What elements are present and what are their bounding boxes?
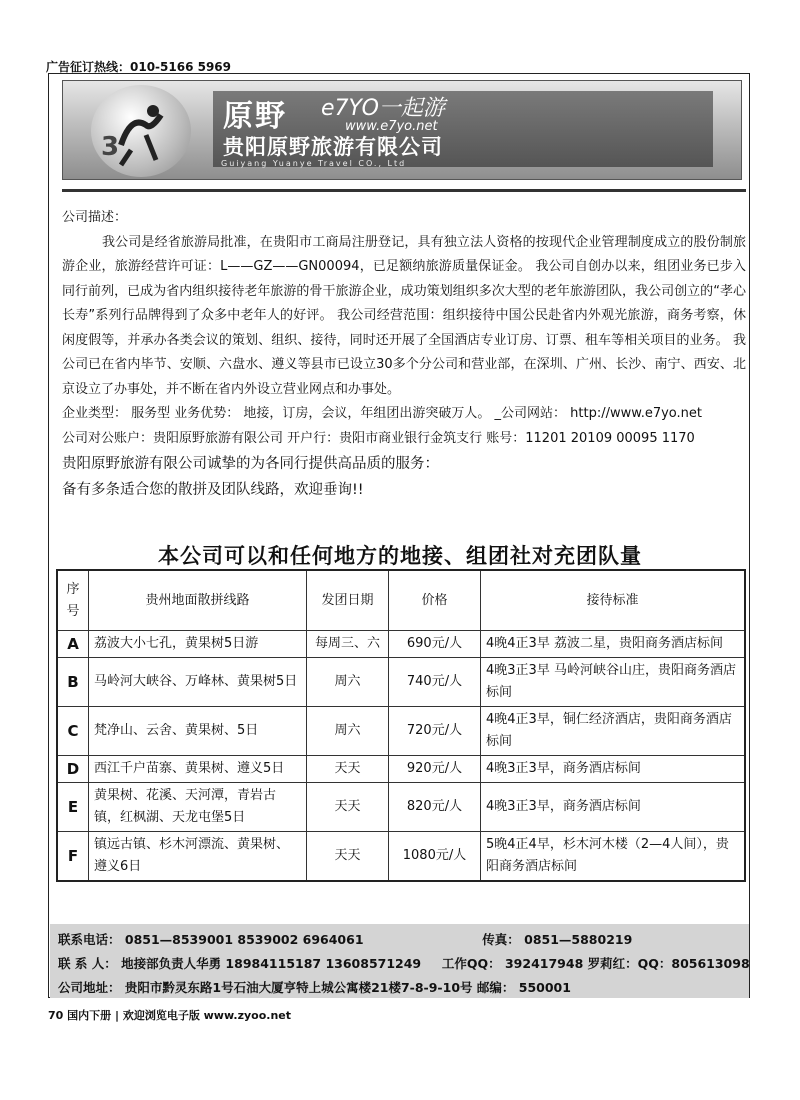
route-code: E [57,783,89,832]
route-standard: 4晚3正3早，商务酒店标间 [481,756,746,783]
brand-url[interactable]: www.e7yo.net [345,119,438,134]
table-row [57,783,745,832]
page-footer: 70 国内下册 | 欢迎浏览电子版 www.zyoo.net [48,1009,292,1022]
route-price: 920元/人 [389,756,481,783]
header-route: 贵州地面散拼线路 [89,570,307,631]
route-price: 820元/人 [389,783,481,832]
route-price: 1080元/人 [389,832,481,882]
route-standard: 5晚4正4早，杉木河木楼（2—4人间），贵阳商务酒店标间 [481,832,746,882]
contact-footer [50,924,749,998]
fax-label: 传真： [482,932,520,947]
address-value: 贵阳市黔灵东路1号石油大厦亨特上城公寓楼21楼7-8-9-10号 [124,980,473,995]
route-name: 镇远古镇、杉木河漂流、黄果树、遵义6日 [89,832,307,882]
route-code: A [57,631,89,658]
brand-name-cn: 原野 [223,99,287,134]
table-row [57,707,745,756]
fax-value: 0851—5880219 [524,932,633,947]
zip-value: 550001 [518,980,571,995]
description-title: 公司描述： [62,210,128,225]
route-date: 周六 [307,707,389,756]
route-price: 740元/人 [389,658,481,707]
route-code: B [57,658,89,707]
headline: 本公司可以和任何地方的地接、组团社对充团队量 [158,544,642,568]
route-standard: 4晚3正3早，商务酒店标间 [481,783,746,832]
person-value: 地接部负责人华勇 18984115187 13608571249 [121,956,422,971]
contact-address-line [58,976,741,1000]
route-price: 720元/人 [389,707,481,756]
divider-rule [62,189,746,192]
route-code: C [57,707,89,756]
address-label: 公司地址： [58,980,121,995]
person-label: 联 系 人： [58,956,117,971]
qq-label: 工作QQ： [441,956,501,971]
company-info-1: 企业类型： 服务型 业务优势： 地接，订房，会议，年组团出游突破万人。 _公司网站： http://www.e7yo.net [62,406,702,421]
table-row [57,658,745,707]
route-code: F [57,832,89,882]
header-standard: 接待标准 [481,570,746,631]
phone-value: 0851—8539001 8539002 6964061 [124,932,364,947]
route-code: D [57,756,89,783]
company-description [62,206,746,503]
route-name: 荔波大小七孔，黄果树5日游 [89,631,307,658]
brand-name-en: e7YO一起游 [321,96,445,121]
table-row [57,631,745,658]
company-pinyin: Guiyang Yuanye Travel CO., Ltd [221,159,407,168]
route-date: 天天 [307,756,389,783]
route-standard: 4晚4正3早，铜仁经济酒店，贵阳商务酒店标间 [481,707,746,756]
table-header-row [57,570,745,631]
table-row [57,832,745,882]
route-date: 天天 [307,783,389,832]
route-standard: 4晚3正3早 马岭河峡谷山庄，贵阳商务酒店标间 [481,658,746,707]
route-name: 梵净山、云舍、黄果树、5日 [89,707,307,756]
route-name: 西江千户苗寨、黄果树、遵义5日 [89,756,307,783]
route-price: 690元/人 [389,631,481,658]
route-name: 黄果树、花溪、天河潭，青岩古镇，红枫湖、天龙屯堡5日 [89,783,307,832]
company-info-2: 公司对公账户：贵阳原野旅游有限公司 开户行：贵阳市商业银行金筑支行 账号：11201 20109 00095 1170 [62,430,695,446]
route-date: 每周三、六 [307,631,389,658]
header-no: 序号 [57,570,89,631]
contact-person-line [58,952,750,976]
svg-text:3: 3 [101,132,120,162]
contact-phone-line [58,928,741,952]
route-date: 周六 [307,658,389,707]
route-standard: 4晚4正3早 荔波二星，贵阳商务酒店标间 [481,631,746,658]
routes-table [56,569,746,882]
header-date: 发团日期 [307,570,389,631]
route-name: 马岭河大峡谷、万峰林、黄果树5日 [89,658,307,707]
header-price: 价格 [389,570,481,631]
welcome-line: 备有多条适合您的散拼及团队线路，欢迎垂询!! [62,482,364,498]
phone-label: 联系电话： [58,932,121,947]
qq-value: 392417948 罗莉红：QQ：805613098 [504,956,750,971]
service-line: 贵阳原野旅游有限公司诚挚的为各同行提供高品质的服务： [62,456,439,472]
company-name: 贵阳原野旅游有限公司 [223,135,443,159]
ad-hotline: 广告征订热线：010-5166 5969 [46,60,232,74]
zip-label: 邮编： [476,980,515,995]
description-paragraph: 我公司是经省旅游局批准，在贵阳市工商局注册登记，具有独立法人资格的按现代企业管理制度成立的股份制旅游企业，旅游经营许可证：L——GZ——GN00094，已足额纳旅游质量保证金。 我公司自创办以来，组团业务已步入同行前列，已成为省内组织接待老年旅游的骨干旅游企业，成功策划组织多次大型的老年旅游团队，我公司创立的“孝心长寿”系列行品牌得到了众多中老年人的好评。 我公司经营范围：组织接待中国公民赴省内外观光旅游，商务考察，休闲度假等，并承办各类会议的策划、组织、接待，同时还开展了全国酒店专业订房、订票、租车等相关项目的业务。 我公司已在省内毕节、安顺、六盘水、遵义等县市已设立30多个分公司和营业部，在深圳、广州、长沙、南宁、西安、北京设立了办事处，并不断在省内外设立营业网点和办事处。 [62,234,746,397]
logo-icon [91,85,191,177]
company-banner [62,80,742,180]
table-row [57,756,745,783]
route-date: 天天 [307,832,389,882]
